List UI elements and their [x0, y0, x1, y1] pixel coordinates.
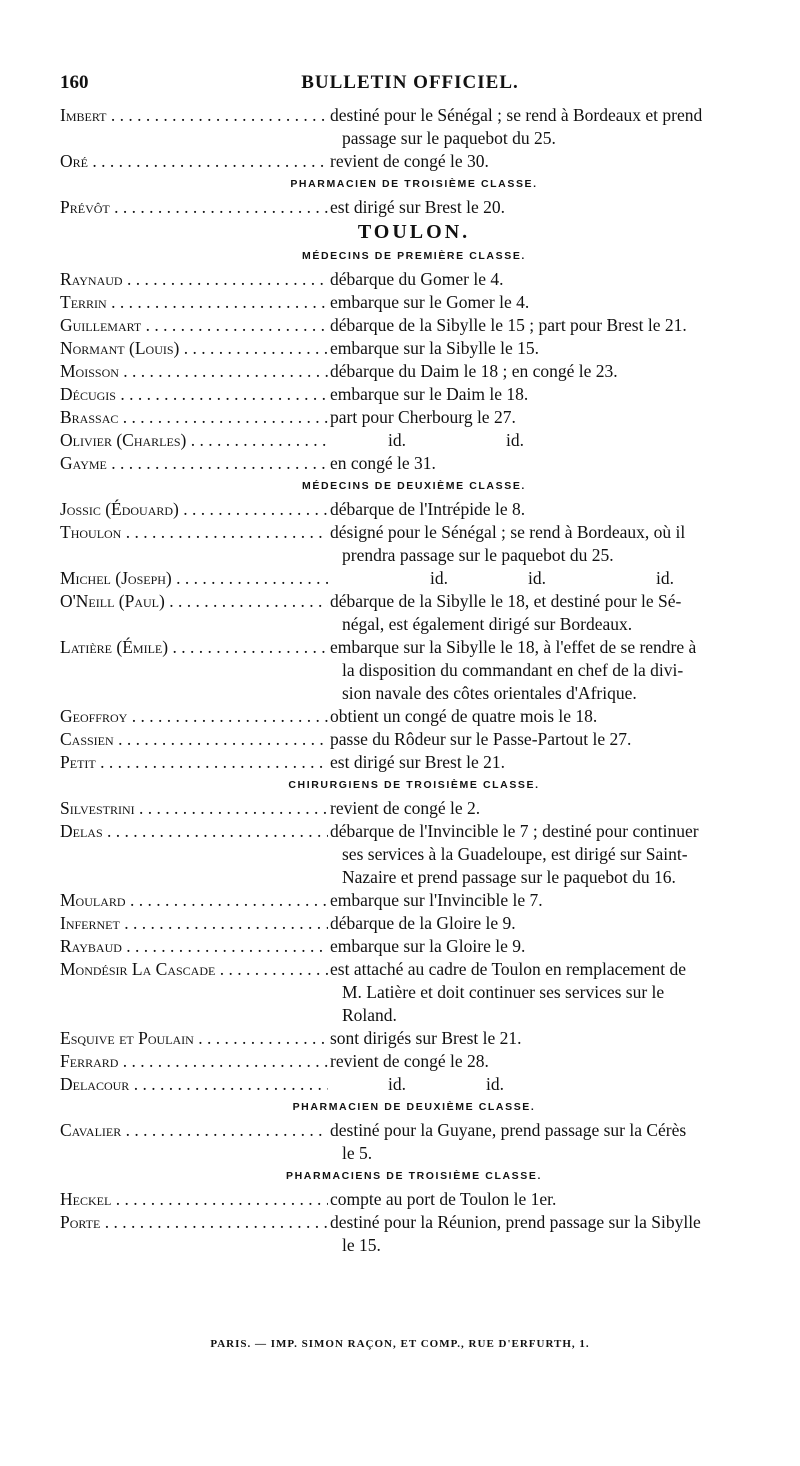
idem-mark: id.: [506, 430, 524, 450]
entry-name: Silvestrini . . .: [60, 797, 328, 820]
entry-name: Terrin . . .: [60, 291, 328, 314]
section-heading: MÉDECINS DE DEUXIÈME CLASSE.: [302, 480, 526, 492]
entry: [60, 1188, 768, 1211]
entry-name: Porte . . .: [60, 1211, 328, 1257]
entry-name: Cassien . . .: [60, 728, 328, 751]
entry: [60, 636, 768, 705]
entry-name: O'Neill (Paul) . . .: [60, 590, 328, 636]
entry: [60, 1073, 768, 1096]
entry-name: Normant (Louis) . . .: [60, 337, 328, 360]
entry-name: Jossic (Édouard) . . .: [60, 498, 328, 521]
entry-text: débarque du Gomer le 4.: [330, 269, 504, 289]
entry-name: Geoffroy . . .: [60, 705, 328, 728]
entry: [60, 383, 768, 406]
section-heading: PHARMACIEN DE DEUXIÈME CLASSE.: [292, 1101, 536, 1113]
entry: [60, 590, 768, 636]
entry-name: Olivier (Charles) . . .: [60, 429, 328, 452]
entry-name: Prévôt . . .: [60, 196, 328, 219]
entry-text-cont: passage sur le paquebot du 25.: [342, 128, 556, 148]
entry: [60, 337, 768, 360]
entry: [60, 196, 768, 219]
entry: [60, 150, 768, 173]
entry: [60, 314, 768, 337]
entry: [60, 912, 768, 935]
entry-text: sont dirigés sur Brest le 21.: [330, 1028, 522, 1048]
entry-name: Raybaud . . .: [60, 935, 328, 958]
entry: [60, 291, 768, 314]
entry-text: en congé le 31.: [330, 453, 436, 473]
entry-name: Thoulon . . .: [60, 521, 328, 567]
entry: [60, 751, 768, 774]
running-title: BULLETIN OFFICIEL.: [301, 72, 519, 93]
entry-name: Oré . . .: [60, 150, 328, 173]
entry: [60, 429, 768, 452]
entry-text-cont: le 15.: [342, 1235, 381, 1255]
printer-imprint: PARIS. — IMP. SIMON RAÇON, ET COMP., RUE D'ERFURTH, 1.: [210, 1338, 590, 1350]
entry-name: Petit . . .: [60, 751, 328, 774]
entry: [60, 820, 768, 889]
entry-text-cont: la disposition du commandant en chef de la divi-: [342, 660, 684, 680]
entry: [60, 1027, 768, 1050]
idem-mark: id.: [430, 568, 448, 588]
idem-mark: id.: [656, 568, 674, 588]
entry-text-cont: prendra passage sur le paquebot du 25.: [342, 545, 614, 565]
entry: [60, 360, 768, 383]
entry-name: Infernet . . .: [60, 912, 328, 935]
entry-name: Guillemart . . .: [60, 314, 328, 337]
entry-name: Raynaud . . .: [60, 268, 328, 291]
entry: [60, 797, 768, 820]
entry-text: embarque sur le Gomer le 4.: [330, 292, 530, 312]
section-heading: PHARMACIEN DE TROISIÈME CLASSE.: [290, 178, 538, 190]
entry-text: destiné pour le Sénégal ; se rend à Bordeaux et prend: [330, 105, 703, 125]
entry: [60, 521, 768, 567]
entry-text-cont: Roland.: [342, 1005, 397, 1025]
entry-text-cont: le 5.: [342, 1143, 373, 1163]
entry-name: Ferrard . . .: [60, 1050, 328, 1073]
entry-text: débarque de la Sibylle le 18, et destiné pour le Sé-: [330, 591, 682, 611]
entry-name: Imbert . . .: [60, 104, 328, 150]
entry-text-cont: M. Latière et doit continuer ses services sur le: [342, 982, 665, 1002]
entry-name: Décugis . . .: [60, 383, 328, 406]
entry-text: débarque de la Gloire le 9.: [330, 913, 516, 933]
entry-text: destiné pour la Guyane, prend passage sur la Cérès: [330, 1120, 687, 1140]
entry-name: Brassac . . .: [60, 406, 328, 429]
page-number: 160: [60, 72, 89, 93]
entry-name: Michel (Joseph) . . .: [60, 567, 328, 590]
entry-name: Moisson . . .: [60, 360, 328, 383]
entry: [60, 705, 768, 728]
entry: [60, 104, 768, 150]
idem-mark: id.: [528, 568, 546, 588]
entry-text: embarque sur la Sibylle le 15.: [330, 338, 539, 358]
entry-name: Gayme . . .: [60, 452, 328, 475]
entry-text-cont: négal, est également dirigé sur Bordeaux.: [342, 614, 633, 634]
entry-text: passe du Rôdeur sur le Passe-Partout le 27.: [330, 729, 632, 749]
entry-name: Delas . . .: [60, 820, 328, 889]
entry-text: est attaché au cadre de Toulon en remplacement de: [330, 959, 687, 979]
entry-text: obtient un congé de quatre mois le 18.: [330, 706, 598, 726]
entry-text: revient de congé le 30.: [330, 151, 489, 171]
entry-text: embarque sur le Daim le 18.: [330, 384, 529, 404]
entry-text: est dirigé sur Brest le 20.: [330, 197, 505, 217]
entry-text: embarque sur l'Invincible le 7.: [330, 890, 543, 910]
entry-text: compte au port de Toulon le 1er.: [330, 1189, 557, 1209]
city-heading: TOULON.: [357, 221, 471, 243]
section-heading: CHIRURGIENS DE TROISIÈME CLASSE.: [288, 779, 540, 791]
entry: [60, 1050, 768, 1073]
entry-name: Delacour . . .: [60, 1073, 328, 1096]
entry: [60, 889, 768, 912]
section-heading: MÉDECINS DE PREMIÈRE CLASSE.: [302, 250, 526, 262]
page-header: [60, 72, 760, 100]
entry: [60, 406, 768, 429]
entry-text: embarque sur la Sibylle le 18, à l'effet de se rendre à: [330, 637, 697, 657]
entry-name: Esquive et Poulain . . .: [60, 1027, 328, 1050]
entry: [60, 268, 768, 291]
entry: [60, 567, 768, 590]
entry-text: revient de congé le 2.: [330, 798, 481, 818]
entry-text: embarque sur la Gloire le 9.: [330, 936, 526, 956]
idem-mark: id.: [388, 1074, 406, 1094]
entry-text-cont: sion navale des côtes orientales d'Afrique.: [342, 683, 637, 703]
entry-text: désigné pour le Sénégal ; se rend à Bordeaux, où il: [330, 522, 686, 542]
entry-text: destiné pour la Réunion, prend passage sur la Sibylle: [330, 1212, 701, 1232]
entry: [60, 452, 768, 475]
entry-text: débarque de l'Intrépide le 8.: [330, 499, 526, 519]
entry: [60, 935, 768, 958]
entry-name: Cavalier . . .: [60, 1119, 328, 1165]
entry: [60, 1119, 768, 1165]
entry-text: revient de congé le 28.: [330, 1051, 489, 1071]
entry: [60, 728, 768, 751]
entry-text: part pour Cherbourg le 27.: [330, 407, 516, 427]
section-heading: PHARMACIENS DE TROISIÈME CLASSE.: [286, 1170, 542, 1182]
entry-text: débarque de la Sibylle le 15 ; part pour Brest le 21.: [330, 315, 687, 335]
entry-text: débarque du Daim le 18 ; en congé le 23.: [330, 361, 618, 381]
entry: [60, 958, 768, 1027]
idem-mark: id.: [486, 1074, 504, 1094]
idem-mark: id.: [388, 430, 406, 450]
entry-text-cont: Nazaire et prend passage sur le paquebot du 16.: [342, 867, 676, 887]
entry-name: Moulard . . .: [60, 889, 328, 912]
entry-name: Mondésir La Cascade . . .: [60, 958, 328, 1027]
entry-name: Heckel . . .: [60, 1188, 328, 1211]
entry-name: Latière (Émile) . . .: [60, 636, 328, 705]
entry-text-cont: ses services à la Guadeloupe, est dirigé sur Saint-: [342, 844, 688, 864]
entry: [60, 1211, 768, 1257]
entry-text: est dirigé sur Brest le 21.: [330, 752, 505, 772]
page-body: [60, 104, 768, 1257]
entry-text: débarque de l'Invincible le 7 ; destiné pour continuer: [330, 821, 699, 841]
entry: [60, 498, 768, 521]
